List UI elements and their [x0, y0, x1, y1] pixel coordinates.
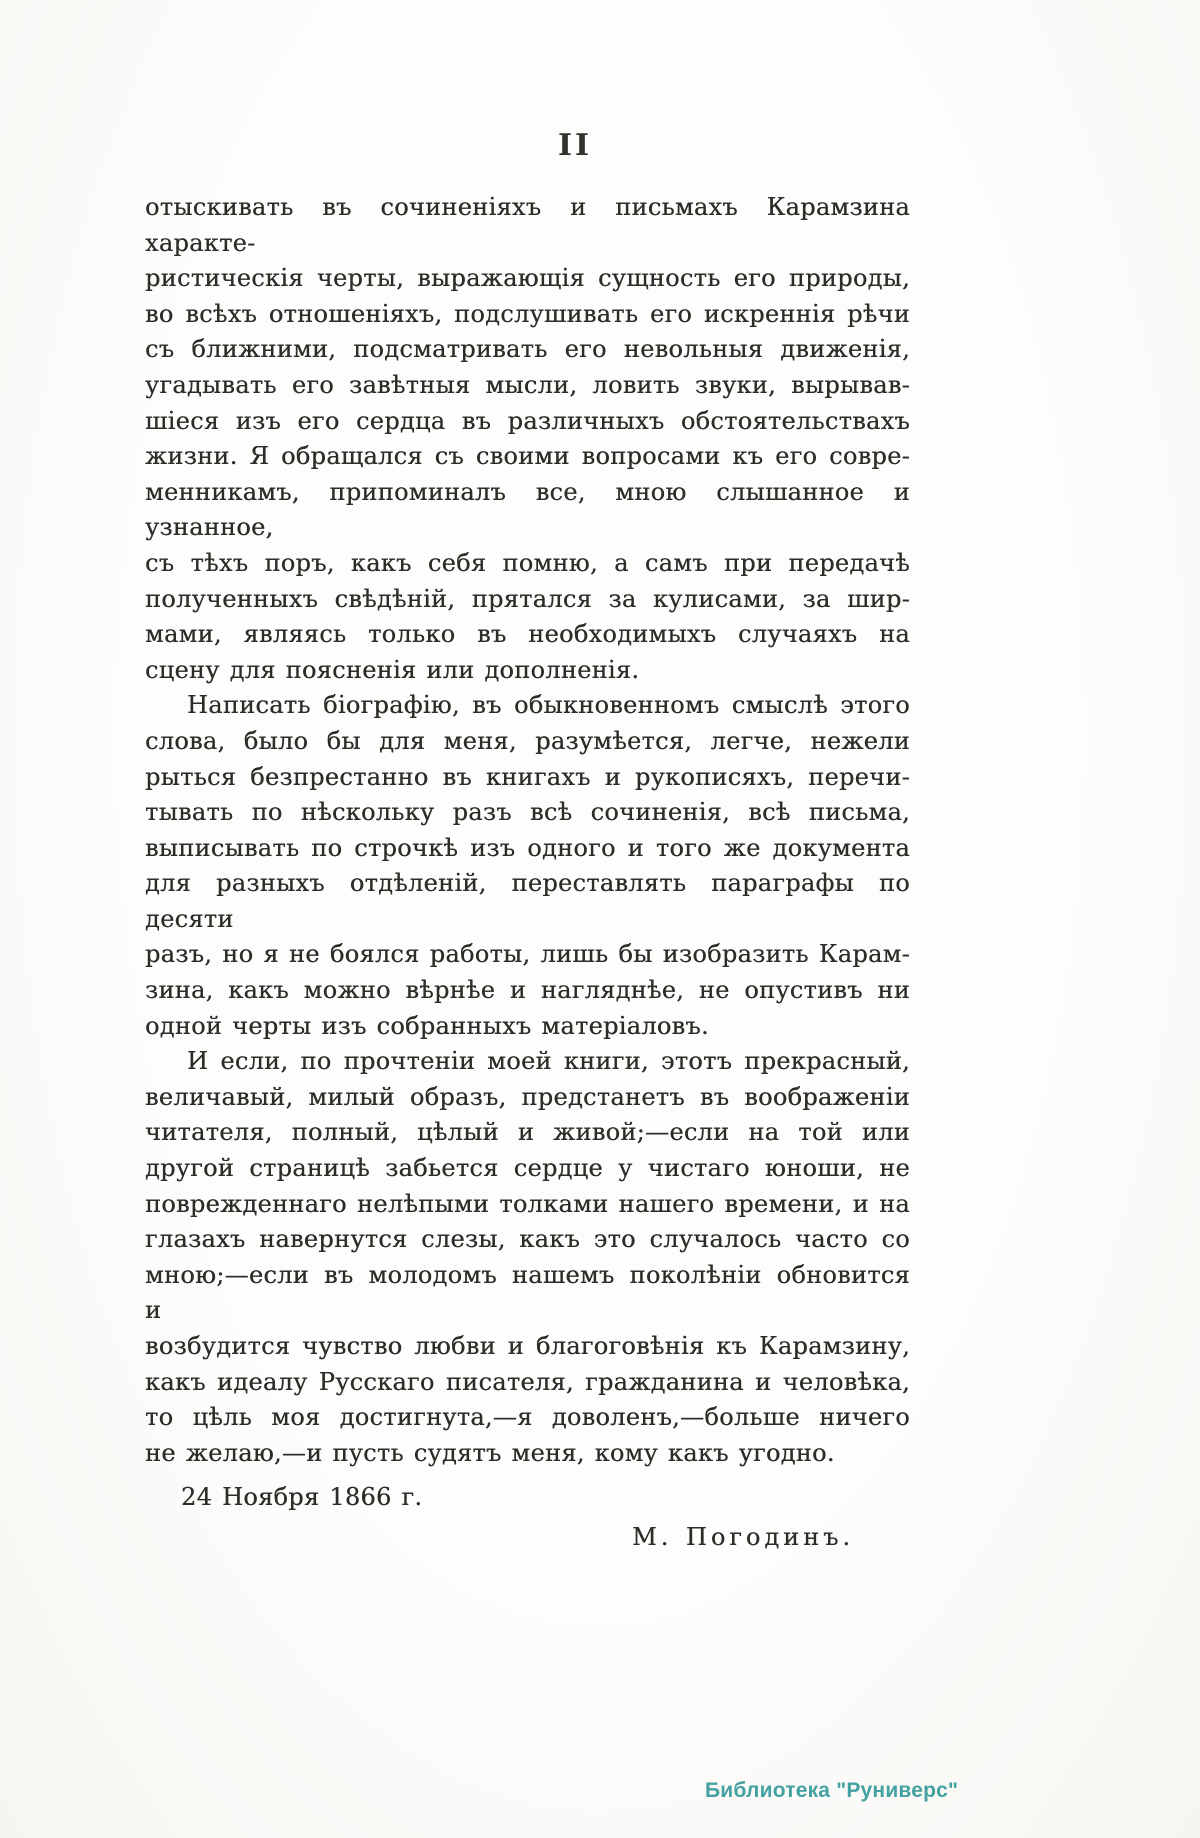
text-line: менникамъ, припоминалъ все, мною слышанное и узнанное, [145, 477, 910, 542]
paragraph [145, 1044, 910, 1471]
library-watermark: Библиотека "Руниверс" [705, 1779, 959, 1802]
text-line: угадывать его завѣтныя мысли, ловить звуки, вырывав- [145, 370, 910, 399]
page-number: II [557, 128, 593, 163]
text-line: другой страницѣ забьется сердце у чистаго юноши, не [145, 1154, 910, 1183]
text-line: съ ближними, подсматривать его невольныя движенія, [145, 335, 910, 364]
text-line: жизни. Я обращался съ своими вопросами къ его совре- [145, 442, 910, 471]
text-line: тывать по нѣскольку разъ всѣ сочиненія, всѣ письма, [145, 798, 910, 827]
text-line: съ тѣхъ поръ, какъ себя помню, а самъ при передачѣ [145, 548, 910, 577]
text-line: то цѣль моя достигнута,—я доволенъ,—больше ничего [145, 1403, 910, 1432]
date-line: 24 Ноября 1866 г. [181, 1483, 423, 1512]
text-line: величавый, милый образъ, предстанетъ въ воображеніи [145, 1082, 910, 1111]
paragraph [145, 688, 910, 1044]
text-block [145, 190, 910, 1556]
text-line: поврежденнаго нелѣпыми толками нашего времени, и на [145, 1189, 910, 1218]
text-line: шіеся изъ его сердца въ различныхъ обстоятельствахъ [145, 406, 910, 435]
text-line: ристическія черты, выражающія сущность его природы, [145, 264, 910, 293]
text-line: для разныхъ отдѣленій, переставлять параграфы по десяти [145, 869, 910, 933]
text-line: читателя, полный, цѣлый и живой;—если на той или [145, 1118, 910, 1147]
text-line: разъ, но я не боялся работы, лишь бы изобразить Карам- [145, 940, 910, 969]
text-line: мною;—если въ молодомъ нашемъ поколѣніи обновится и [145, 1260, 910, 1325]
text-line: полученныхъ свѣдѣній, прятался за кулисами, за шир- [145, 584, 910, 613]
text-line: какъ идеалу Русскаго писателя, гражданина и человѣка, [145, 1367, 910, 1396]
text-line: рыться безпрестанно въ книгахъ и рукописяхъ, перечи- [145, 762, 910, 791]
text-line: не желаю,—и пусть судятъ меня, кому какъ угодно. [145, 1438, 835, 1467]
text-line: зина, какъ можно вѣрнѣе и нагляднѣе, не опустивъ ни [145, 976, 910, 1005]
text-line: глазахъ навернутся слезы, какъ это случалось часто со [145, 1225, 910, 1254]
text-line: Написать біографію, въ обыкновенномъ смыслѣ этого [187, 691, 910, 720]
text-line: возбудится чувство любви и благоговѣнія къ Карамзину, [145, 1332, 910, 1360]
text-line: мами, являясь только въ необходимыхъ случаяхъ на [145, 620, 910, 649]
paragraphs-container [145, 190, 910, 1471]
paragraph [145, 190, 910, 688]
text-line: одной черты изъ собранныхъ матеріаловъ. [145, 1011, 709, 1040]
text-line: слова, было бы для меня, разумѣется, легче, нежели [145, 726, 910, 755]
text-line: сцену для поясненія или дополненія. [145, 655, 640, 684]
text-line: выписывать по строчкѣ изъ одного и того же документа [145, 833, 910, 862]
text-line: отыскивать въ сочиненіяхъ и письмахъ Карамзина характе- [145, 193, 910, 257]
text-line: И если, по прочтеніи моей книги, этотъ прекрасный, [187, 1047, 910, 1076]
author-signature: М. Погодинъ. [632, 1522, 854, 1551]
text-line: во всѣхъ отношеніяхъ, подслушивать его искреннія рѣчи [145, 299, 910, 328]
